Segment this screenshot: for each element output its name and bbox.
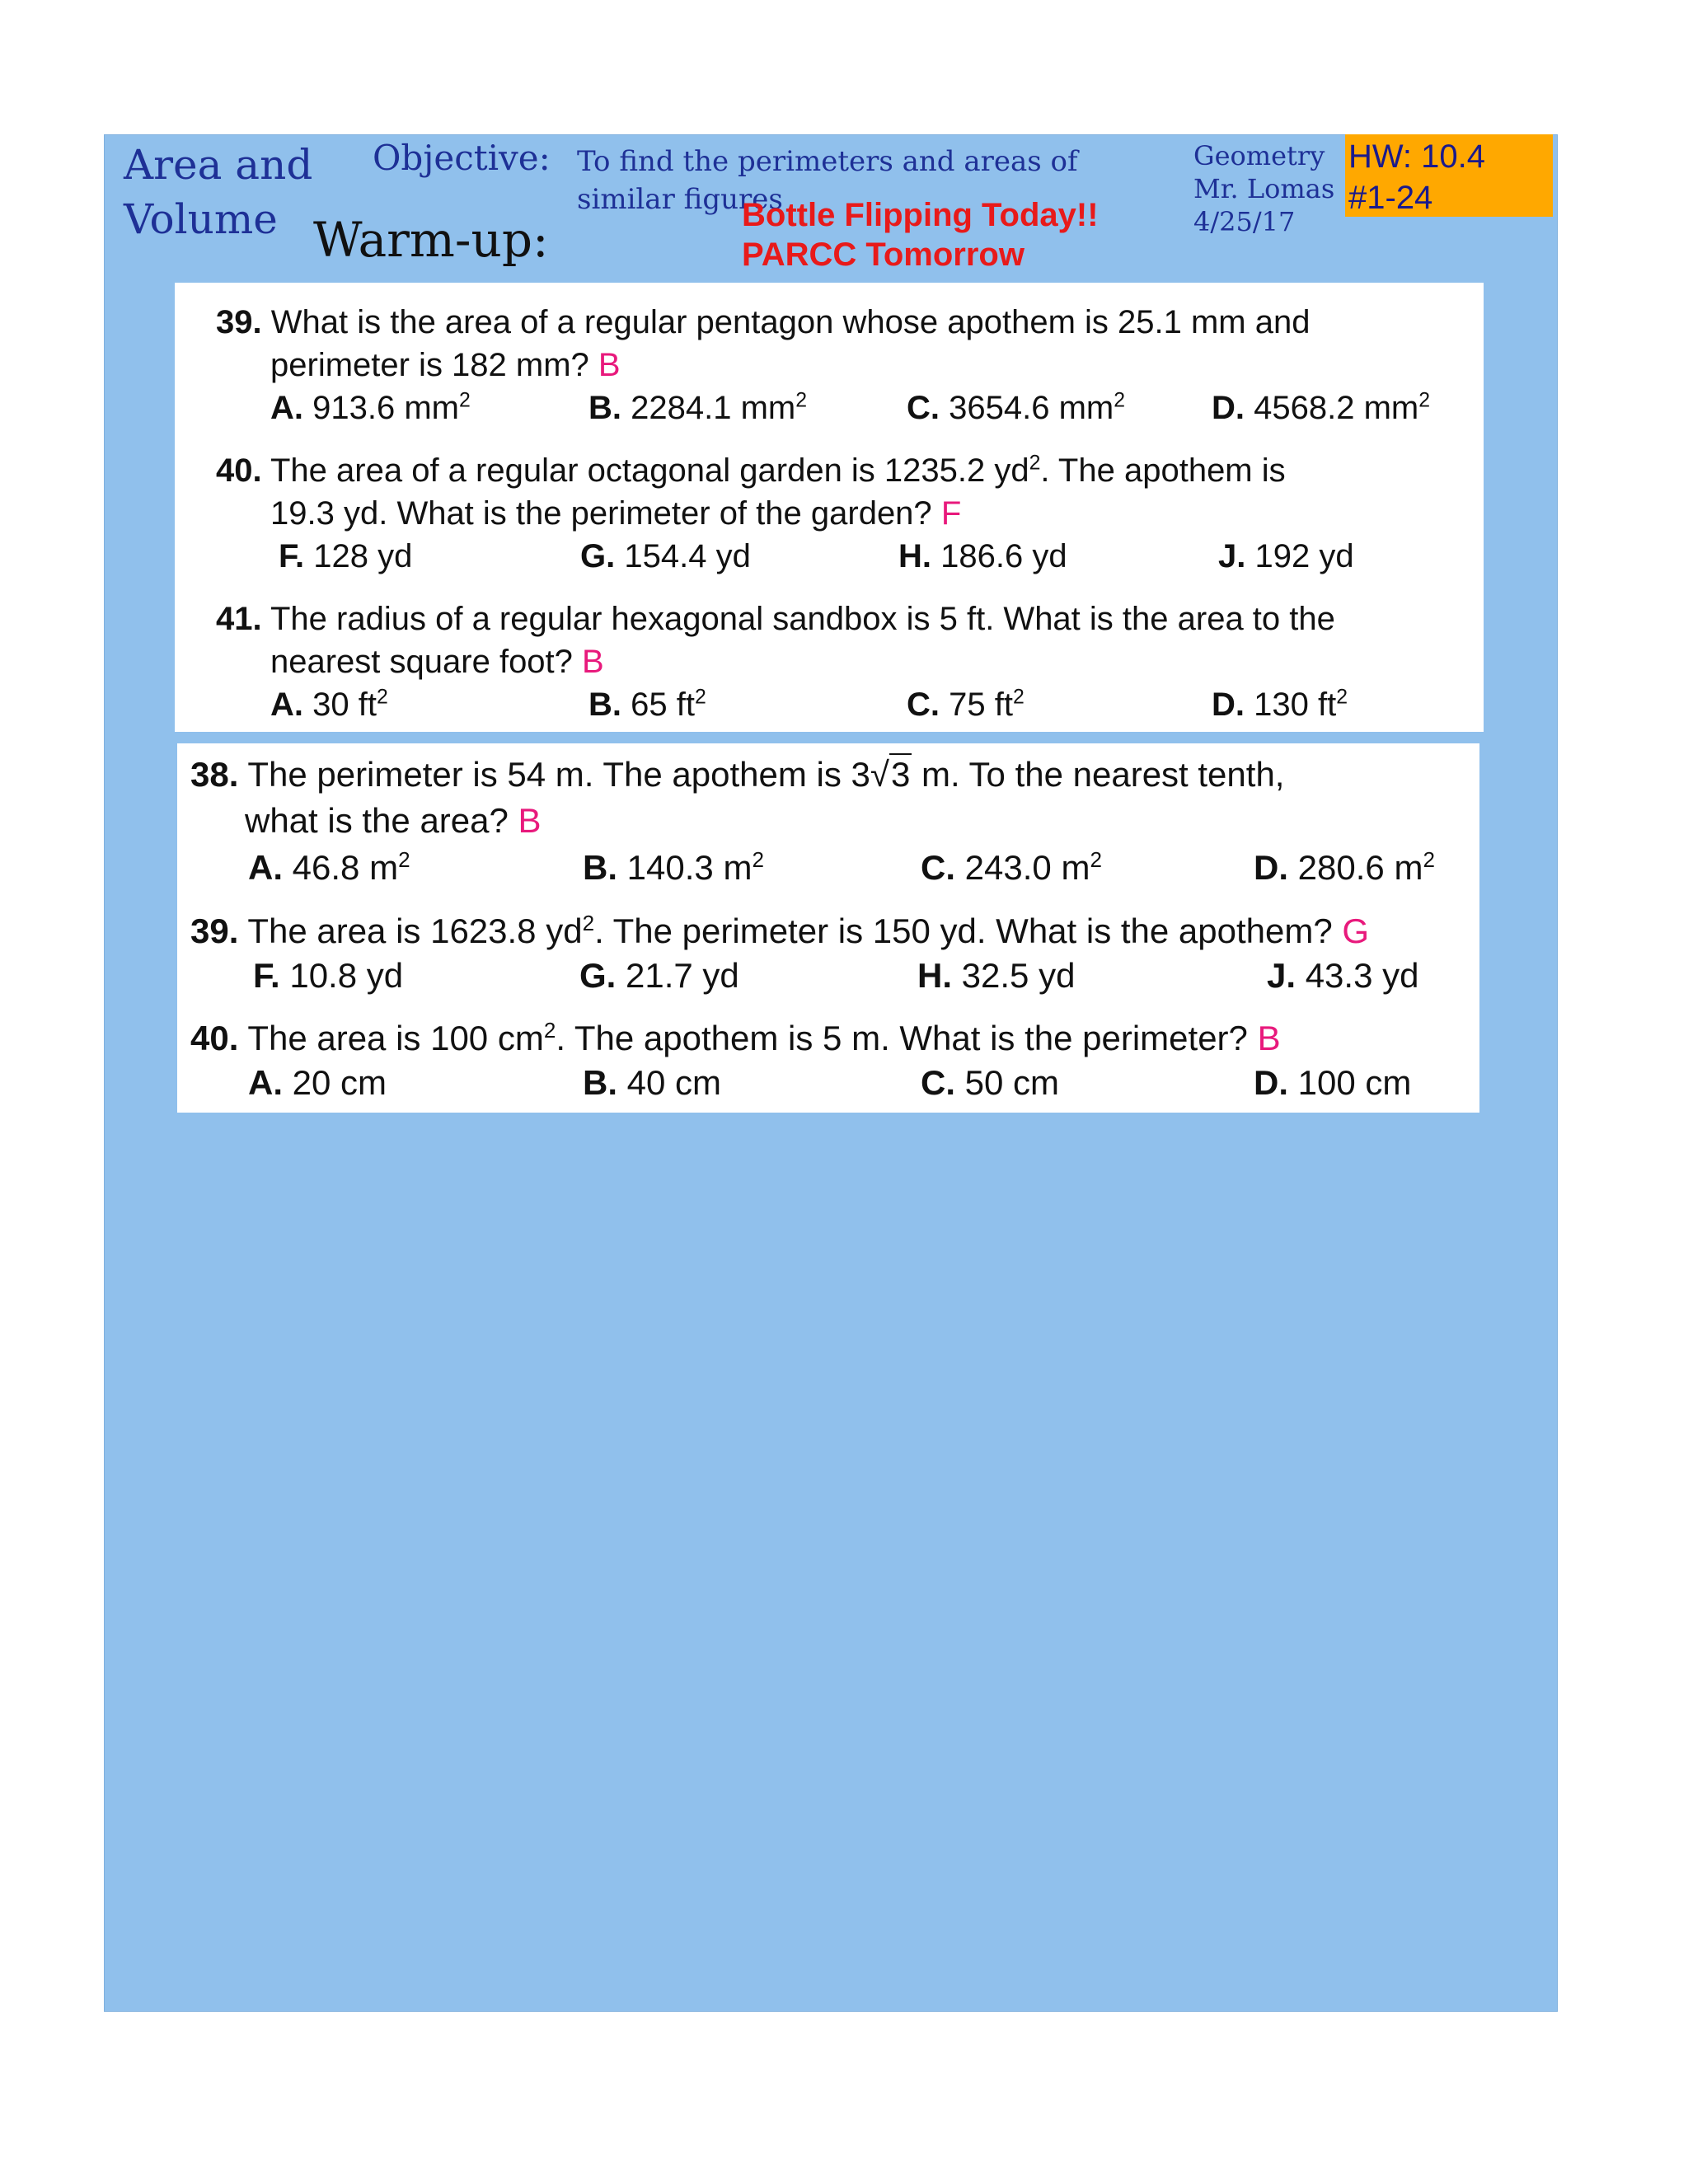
- question-text: what is the area?: [245, 801, 509, 840]
- choice-c: C. 243.0 $m^2$: [921, 847, 1102, 887]
- choice-j: J. 43.3 yd: [1267, 956, 1419, 995]
- announcements: [742, 195, 1099, 274]
- answer-choices: [216, 535, 1484, 578]
- answer-key: G: [1342, 912, 1370, 950]
- question-text: What is the area of a regular pentagon whose apothem is 25.1 mm and: [270, 304, 1311, 340]
- choice-d: D. 100 cm: [1254, 1063, 1412, 1102]
- teacher-name: Mr. Lomas: [1193, 173, 1335, 204]
- choice-f: F. 128 yd: [279, 538, 413, 574]
- choice-c: C. 50 cm: [921, 1063, 1060, 1102]
- choice-a: A. 913.6 $mm^2$: [270, 389, 471, 426]
- answer-key: B: [1257, 1019, 1281, 1057]
- question-number: 40.: [216, 452, 262, 489]
- question-number: 38.: [190, 755, 239, 794]
- question-text: 19.3 yd. What is the perimeter of the garden?: [270, 495, 932, 532]
- question-text: The radius of a regular hexagonal sandbox is 5 ft. What is the area to the: [270, 601, 1335, 637]
- answer-choices: [190, 844, 1479, 892]
- homework-box: [1345, 134, 1553, 217]
- choice-j: J. 192 yd: [1218, 538, 1354, 574]
- answer-key: B: [582, 644, 604, 680]
- question-39: 39. The area is 1623.8 $yd^2$. The perimeter is 150 yd. What is the apothem? G F. 10.8 yd G. 21.7 yd H. 32.5 yd J. 43.3 yd: [190, 908, 1479, 997]
- choice-c: C. 75 $ft^2$: [907, 686, 1025, 723]
- question-text: The perimeter is 54 m. The apothem is 3: [247, 755, 870, 794]
- lesson-title-line2: Volume: [124, 195, 278, 243]
- choice-b: B. 140.3 $m^2$: [583, 847, 764, 887]
- choice-b: B. 2284.1 $mm^2$: [588, 389, 808, 426]
- choice-g: G. 21.7 yd: [579, 956, 739, 995]
- course-info: [1193, 139, 1334, 238]
- homework-section: HW: 10.4: [1348, 138, 1485, 175]
- objective-label: Objective:: [373, 138, 551, 178]
- answer-key: B: [518, 801, 542, 840]
- choice-a: A. 30 $ft^2$: [270, 686, 388, 723]
- homework-problems: #1-24: [1348, 180, 1433, 216]
- choice-c: C. 3654.6 $mm^2$: [907, 389, 1126, 426]
- question-text: The area is 100 cm: [247, 1019, 544, 1057]
- announcement-bottle-flipping: Bottle Flipping Today!!: [742, 197, 1099, 233]
- question-40: 40. The area is 100 $cm^2$. The apothem is 5 m. What is the perimeter? B A. 20 cm B. 40 cm C. 50 cm D. 100 cm: [190, 1015, 1479, 1104]
- warmup-panel-1: [175, 283, 1484, 732]
- choice-g: G. 154.4 yd: [580, 538, 751, 574]
- question-text: perimeter is 182 mm?: [270, 347, 589, 383]
- question-number: 41.: [216, 601, 262, 637]
- answer-choices: [216, 387, 1484, 429]
- answer-choices: [190, 1062, 1479, 1104]
- warmup-heading: Warm-up:: [313, 212, 549, 268]
- lesson-title-line1: Area and: [124, 141, 313, 189]
- lesson-date: 4/25/17: [1193, 206, 1296, 237]
- square-root-symbol: √3: [870, 755, 911, 794]
- question-number: 39.: [216, 304, 262, 340]
- question-text: The area of a regular octagonal garden is 1235.2 yd: [270, 452, 1029, 489]
- choice-h: H. 32.5 yd: [917, 956, 1076, 995]
- slide: [104, 134, 1558, 2012]
- question-40: 40. The area of a regular octagonal garden is 1235.2 $yd^2$. The apothem is 19.3 yd. What is the perimeter of the garden? F F. 128 yd G. 154.4 yd H. 186.6 yd J. 192 yd: [216, 449, 1484, 578]
- choice-b: B. 40 cm: [583, 1063, 722, 1102]
- choice-a: A. 46.8 $m^2$: [248, 847, 410, 887]
- answer-choices: [190, 954, 1479, 997]
- course-name: Geometry: [1193, 140, 1325, 171]
- question-number: 40.: [190, 1019, 239, 1057]
- question-text: The area is 1623.8 yd: [247, 912, 583, 950]
- choice-d: D. 4568.2 $mm^2$: [1212, 389, 1431, 426]
- choice-d: D. 280.6 $m^2$: [1254, 847, 1435, 887]
- choice-h: H. 186.6 yd: [898, 538, 1067, 574]
- choice-b: B. 65 $ft^2$: [588, 686, 706, 723]
- choice-f: F. 10.8 yd: [253, 956, 404, 995]
- answer-key: B: [598, 347, 621, 383]
- announcement-parcc: PARCC Tomorrow: [742, 237, 1025, 273]
- question-number: 39.: [190, 912, 239, 950]
- answer-key: F: [940, 495, 962, 532]
- question-41: [216, 598, 1484, 726]
- question-text: nearest square foot?: [270, 644, 573, 680]
- question-39: [216, 301, 1484, 429]
- choice-a: A. 20 cm: [248, 1063, 387, 1102]
- answer-choices: [216, 683, 1484, 726]
- choice-d: D. 130 $ft^2$: [1212, 686, 1348, 723]
- warmup-panel-2: [177, 743, 1479, 1113]
- question-38: 38. The perimeter is 54 m. The apothem is 3√3 m. To the nearest tenth, what is the area? B A. 46.8 $m^2$ B. 140.3 $m^2$ C. 243.0 $m^2$ D. 280.6 $m^2$: [190, 752, 1479, 892]
- objective-text: To find the perimeters and areas of similar figures: [577, 145, 1078, 216]
